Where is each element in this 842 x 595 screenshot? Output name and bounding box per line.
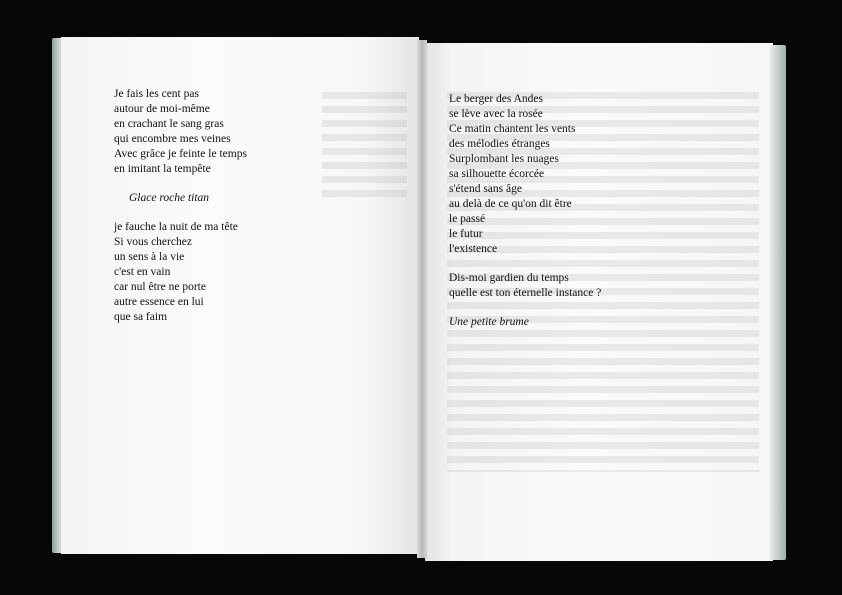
poem-line: des mélodies étranges: [449, 138, 550, 150]
poem-line: Le berger des Andes: [449, 93, 543, 105]
poem-line: s'étend sans âge: [449, 183, 522, 195]
poem-line: Surplombant les nuages: [449, 153, 559, 165]
poem-line: qui encombre mes veines: [114, 133, 231, 145]
poem-line: au delà de ce qu'on dit être: [449, 198, 572, 210]
poem-line: Je fais les cent pas: [114, 88, 199, 100]
poem-line: en crachant le sang gras: [114, 118, 224, 130]
right-page-poem: [449, 92, 601, 330]
poem-line: quelle est ton éternelle instance ?: [449, 287, 602, 299]
show-through-texture-left: [322, 92, 407, 202]
poem-line: se lève avec la rosée: [449, 108, 543, 120]
left-page-poem: [114, 87, 247, 325]
poem-line: que sa faim: [114, 311, 168, 323]
poem-line: un sens à la vie: [114, 251, 185, 263]
poem-line: le passé: [449, 213, 486, 225]
poem-line: en imitant la tempête: [114, 163, 211, 175]
poem-line: je fauche la nuit de ma tête: [114, 221, 238, 233]
right-page-edge: [770, 45, 786, 560]
poem-line: le futur: [449, 228, 483, 240]
poem-line: car nul être ne porte: [114, 281, 206, 293]
poem-line: c'est en vain: [114, 266, 171, 278]
book-gutter: [417, 40, 427, 558]
poem-line: sa silhouette écorcée: [449, 168, 545, 180]
poem-section-title: Glace roche titan: [129, 192, 210, 204]
poem-line: Ce matin chantent les vents: [449, 123, 576, 135]
poem-line: Si vous cherchez: [114, 236, 192, 248]
poem-line: Avec grâce je feinte le temps: [114, 148, 247, 160]
poem-line: autre essence en lui: [114, 296, 204, 308]
poem-line: l'existence: [449, 243, 498, 255]
poem-line: Dis-moi gardien du temps: [449, 272, 569, 284]
poem-section-title: Une petite brume: [449, 316, 529, 328]
poem-line: autour de moi-même: [114, 103, 210, 115]
